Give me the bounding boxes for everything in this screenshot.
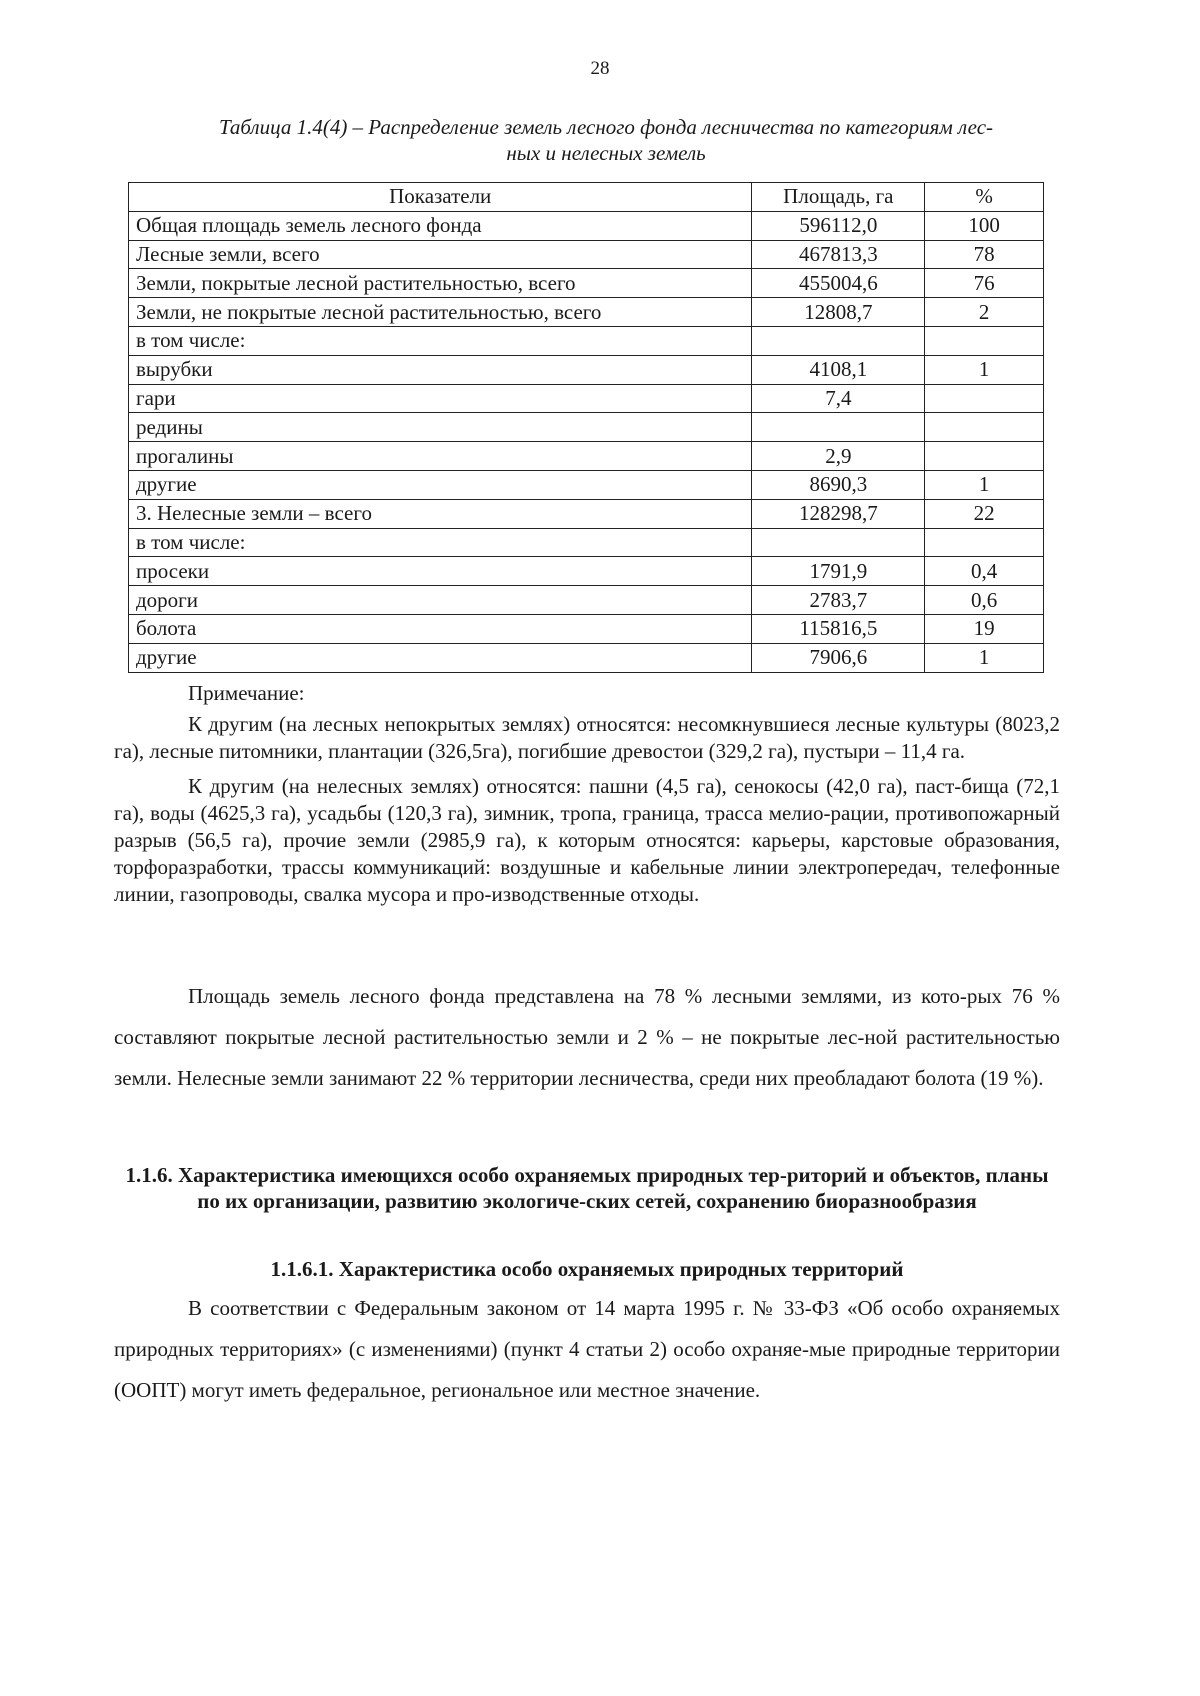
table-row xyxy=(129,326,1044,355)
table-row xyxy=(129,298,1044,327)
cell-indicator: 3. Нелесные земли – всего xyxy=(129,499,752,528)
cell-area: 4108,1 xyxy=(752,355,925,384)
cell-area: 2783,7 xyxy=(752,586,925,615)
cell-percent: 1 xyxy=(925,470,1044,499)
table-caption-line2: ных и нелесных земель xyxy=(506,141,706,165)
table-row xyxy=(129,442,1044,471)
cell-area: 12808,7 xyxy=(752,298,925,327)
cell-area xyxy=(752,326,925,355)
table-row xyxy=(129,470,1044,499)
cell-area: 1791,9 xyxy=(752,557,925,586)
cell-percent: 2 xyxy=(925,298,1044,327)
table-note xyxy=(114,680,1060,908)
cell-area: 115816,5 xyxy=(752,614,925,643)
table-row xyxy=(129,413,1044,442)
land-distribution-table xyxy=(128,182,1044,673)
cell-indicator: просеки xyxy=(129,557,752,586)
cell-percent: 1 xyxy=(925,643,1044,672)
cell-percent: 19 xyxy=(925,614,1044,643)
cell-indicator: Лесные земли, всего xyxy=(129,240,752,269)
table-row xyxy=(129,211,1044,240)
section-heading: 1.1.6. Характеристика имеющихся особо охраняемых природных тер-риторий и объектов, планы по их организации, развитию экологиче-ских сетей, сохранению биоразнообразия xyxy=(125,1163,1049,1213)
cell-percent xyxy=(925,384,1044,413)
cell-area: 467813,3 xyxy=(752,240,925,269)
cell-percent: 0,6 xyxy=(925,586,1044,615)
table-row xyxy=(129,384,1044,413)
cell-indicator: гари xyxy=(129,384,752,413)
cell-indicator: в том числе: xyxy=(129,528,752,557)
note-paragraph-nonforest: К другим (на нелесных землях) относятся: пашни (4,5 га), сенокосы (42,0 га), паст-бища (72,1 га), воды (4625,3 га), усадьбы (120,3 га), зимник, тропа, граница, трасса мелио-рации, противопожарный разрыв (56,5 га), прочие земли (2985,9 га), к которым относятся: карьеры, карстовые образования, торфоразработки, трассы коммуникаций: воздушные и кабельные линии электропередач, телефонные линии, газопроводы, свалка мусора и про-изводственные отходы. xyxy=(114,774,1060,906)
cell-percent xyxy=(925,326,1044,355)
cell-indicator: в том числе: xyxy=(129,326,752,355)
header-indicator: Показатели xyxy=(129,183,752,212)
cell-indicator: болота xyxy=(129,614,752,643)
cell-indicator: другие xyxy=(129,470,752,499)
table-header-row xyxy=(129,183,1044,212)
cell-area: 7,4 xyxy=(752,384,925,413)
subsection-heading: 1.1.6.1. Характеристика особо охраняемых природных территорий xyxy=(270,1257,904,1281)
table-row xyxy=(129,557,1044,586)
cell-percent: 0,4 xyxy=(925,557,1044,586)
cell-indicator: редины xyxy=(129,413,752,442)
table-row xyxy=(129,355,1044,384)
table-row xyxy=(129,269,1044,298)
note-paragraph-forest: К другим (на лесных непокрытых землях) относятся: несомкнувшиеся лесные культуры (8023,2 га), лесные питомники, плантации (326,5га), погибшие древостои (329,2 га), пустыри – 11,4 га. xyxy=(114,712,1060,763)
law-paragraph: В соответствии с Федеральным законом от 14 марта 1995 г. № 33-ФЗ «Об особо охраняемых природных территориях» (с изменениями) (пункт 4 статьи 2) особо охраняе-мые природные территории (ООПТ) могут иметь федеральное, региональное или местное значение. xyxy=(114,1296,1060,1402)
cell-indicator: другие xyxy=(129,643,752,672)
table-row xyxy=(129,528,1044,557)
cell-area: 128298,7 xyxy=(752,499,925,528)
cell-percent: 78 xyxy=(925,240,1044,269)
summary-paragraph: Площадь земель лесного фонда представлена на 78 % лесными землями, из кото-рых 76 % составляют покрытые лесной растительностью земли и 2 % – не покрытые лес-ной растительностью земли. Нелесные земли занимают 22 % территории лесничества, среди них преобладают болота (19 %). xyxy=(114,984,1060,1090)
table-caption xyxy=(150,114,1062,166)
cell-area: 8690,3 xyxy=(752,470,925,499)
note-title: Примечание: xyxy=(188,681,305,705)
header-percent: % xyxy=(925,183,1044,212)
cell-percent: 100 xyxy=(925,211,1044,240)
cell-area xyxy=(752,413,925,442)
cell-area: 2,9 xyxy=(752,442,925,471)
header-area: Площадь, га xyxy=(752,183,925,212)
table-row xyxy=(129,586,1044,615)
page-number: 28 xyxy=(590,58,610,79)
cell-percent xyxy=(925,413,1044,442)
cell-area: 596112,0 xyxy=(752,211,925,240)
table-caption-line1: Таблица 1.4(4) – Распределение земель лесного фонда лесничества по категориям лес- xyxy=(218,115,994,139)
cell-indicator: прогалины xyxy=(129,442,752,471)
cell-indicator: вырубки xyxy=(129,355,752,384)
cell-area: 455004,6 xyxy=(752,269,925,298)
cell-percent: 1 xyxy=(925,355,1044,384)
cell-indicator: Земли, покрытые лесной растительностью, всего xyxy=(129,269,752,298)
cell-percent: 76 xyxy=(925,269,1044,298)
cell-area xyxy=(752,528,925,557)
cell-percent: 22 xyxy=(925,499,1044,528)
table-row xyxy=(129,499,1044,528)
cell-indicator: Земли, не покрытые лесной растительностью, всего xyxy=(129,298,752,327)
table-row xyxy=(129,240,1044,269)
cell-area: 7906,6 xyxy=(752,643,925,672)
cell-indicator: Общая площадь земель лесного фонда xyxy=(129,211,752,240)
table-row xyxy=(129,643,1044,672)
cell-percent xyxy=(925,442,1044,471)
table-row xyxy=(129,614,1044,643)
cell-indicator: дороги xyxy=(129,586,752,615)
cell-percent xyxy=(925,528,1044,557)
